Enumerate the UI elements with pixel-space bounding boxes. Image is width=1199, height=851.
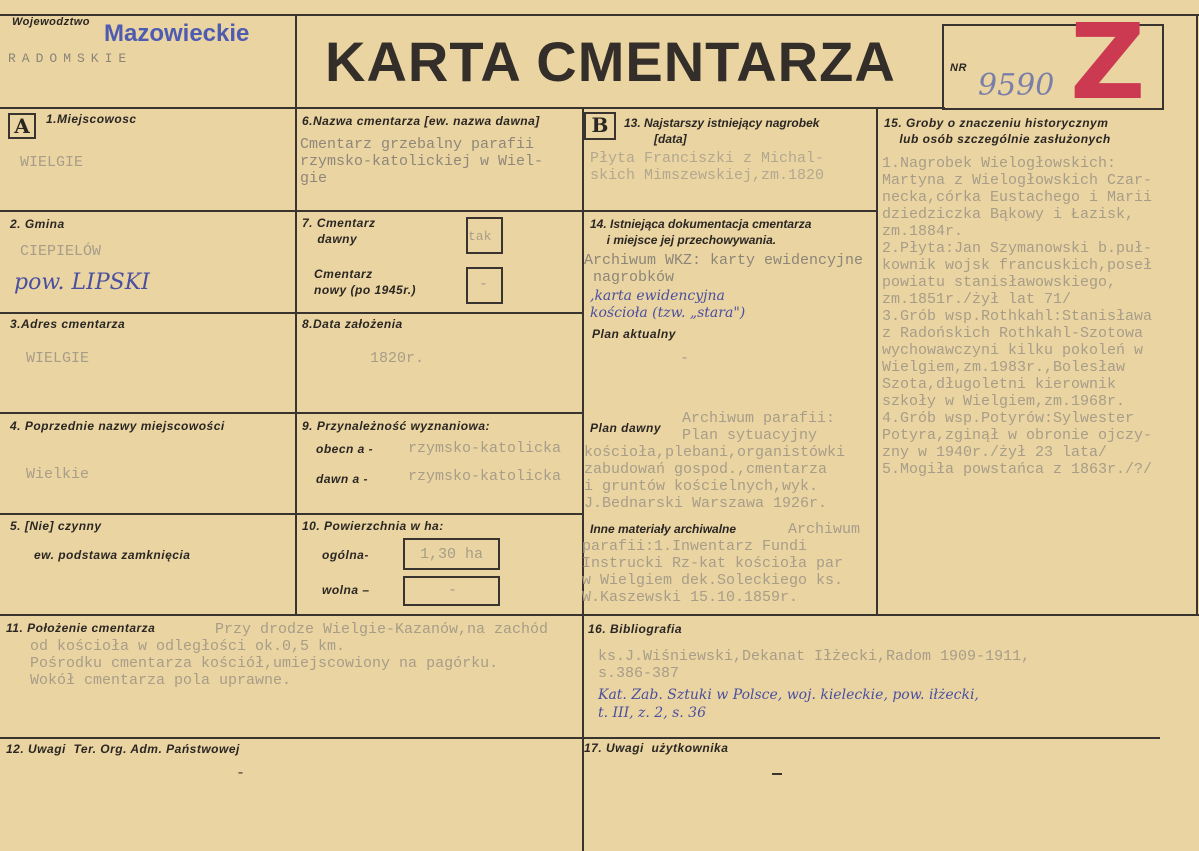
f11-label: 11. Położenie cmentarza — [6, 621, 156, 635]
f1-value: WIELGIE — [20, 154, 84, 171]
f6-label: 6.Nazwa cmentarza [ew. nazwa dawna] — [302, 114, 540, 128]
plan-current-label: Plan aktualny — [592, 327, 676, 341]
rule — [0, 513, 582, 515]
f16-value: ks.J.Wiśniewski,Dekanat Iłżecki,Radom 1909-1911, s.386-387 — [598, 648, 1031, 682]
rule — [0, 210, 582, 212]
rule — [0, 312, 582, 314]
plan-old-label: Plan dawny — [590, 421, 662, 435]
f4-label: 4. Poprzednie nazwy miejscowości — [10, 419, 225, 433]
f8-label: 8.Data założenia — [302, 317, 403, 331]
f16-label: 16. Bibliografia — [588, 622, 683, 636]
f4-value: Wielkie — [26, 466, 90, 483]
rule — [295, 14, 297, 614]
f7-new-value: - — [479, 276, 489, 293]
f15-label: 15. Groby o znaczeniu historycznym lub osób szczególnie zasłużonych — [884, 116, 1111, 146]
section-b-badge: B — [584, 112, 616, 140]
wojewodztwo-stamp: Mazowieckie — [104, 20, 250, 47]
f10-total-label: ogólna- — [322, 548, 369, 562]
plan-current-value: - — [680, 350, 690, 367]
f7-old-value: tak — [468, 229, 492, 244]
page-title: KARTA CMENTARZA — [325, 30, 896, 93]
f10-total-value: 1,30 ha — [420, 546, 484, 563]
rule — [0, 107, 945, 109]
f10-free-label: wolna – — [322, 583, 370, 597]
f10-label: 10. Powierzchnia w ha: — [302, 519, 444, 533]
f7-new-label: Cmentarz nowy (po 1945r.) — [314, 267, 417, 297]
f14-value: Archiwum WKZ: karty ewidencyjne nagrobków — [584, 252, 864, 286]
f6-value: Cmentarz grzebalny parafii rzymsko-katolickiej w Wiel- gie — [300, 136, 544, 187]
f14-handwritten: ,karta ewidencyjna kościoła (tzw. „stara") — [590, 288, 746, 321]
f3-value: WIELGIE — [26, 350, 90, 367]
f11-value: Przy drodze Wielgie-Kazanów,na zachód od kościoła w odległości ok.0,5 km. Pośrodku cmentarza kościół,umiejscowiony na pagórku. Wokół cmentarza pola uprawne. — [30, 621, 549, 689]
rule — [582, 210, 876, 212]
f8-value: 1820r. — [370, 350, 425, 367]
other-materials-label: Inne materiały archiwalne — [590, 522, 737, 536]
f1-label: 1.Miejscowosc — [46, 112, 137, 126]
plan-old-value: Archiwum parafii: Plan sytuacyjny kościoła,plebani,organistówki zabudowań gospod.,cmentarza i gruntów kościelnych,wyk. J.Bednarski Warszawa 1926r. — [584, 410, 846, 512]
rule — [0, 614, 1199, 616]
f12-label: 12. Uwagi Ter. Org. Adm. Państwowej — [6, 742, 240, 756]
f9-former-value: rzymsko-katolicka — [408, 468, 562, 485]
wojewodztwo-label: Wojewodztwo — [12, 16, 91, 28]
f9-current-value: rzymsko-katolicka — [408, 440, 562, 457]
section-a-badge: A — [8, 113, 36, 139]
rule — [1196, 14, 1198, 614]
f2-powiat: pow. LIPSKI — [14, 270, 150, 295]
f2-value: CIEPIELÓW — [20, 243, 102, 260]
rule — [0, 412, 582, 414]
f16-handwritten: Kat. Zab. Sztuki w Polsce, woj. kieleckie, pow. iłżecki, t. III, z. 2, s. 36 — [598, 687, 979, 721]
f9-label: 9. Przynależność wyznaniowa: — [302, 419, 491, 433]
dash-mark — [772, 773, 782, 775]
f14-label: 14. Istniejąca dokumentacja cmentarza i miejsce jej przechowywania. — [590, 217, 812, 247]
other-materials-block — [582, 521, 876, 606]
f12-value: - — [236, 765, 246, 782]
old-wojewodztwo: RADOMSKIE — [8, 51, 133, 66]
f13-label: 13. Najstarszy istniejący nagrobek [data] — [624, 116, 820, 146]
category-mark: Z — [1070, 1, 1146, 123]
other-materials-value: Archiwum parafii:1.Inwentarz Fundi Instrucki Rz-kat kościoła par w Wielgiem dek.Soleckiego ks. W.Kaszewski 15.10.1859r. — [582, 521, 861, 606]
f9-current-label: obecn a - — [316, 442, 374, 456]
f15-value: 1.Nagrobek Wielogłowskich: Martyna z Wielogłowskich Czar- necka,córka Eustachego i Marii dziedziczka Bąkowy i Łazisk, zm.1884r. 2.Płyta:Jan Szymanowski b.puł- kownik wojsk francuskich,poseł powiatu stanisławowskiego, zm.1851r./żył lat 71/ 3.Grób wsp.Rothkahl:Stanisława z Radońskich Rothkahl-Szotowa wychowawczyni kilku pokoleń w Wielgiem,zm.1983r.,Bolesław Szota,długoletni kierownik szkoły w Wielgiem,zm.1968r. 4.Grób wsp.Potyrów:Sylwester Potyra,zginął w obronie ojczy- zny w 1940r./żył 23 lata/ 5.Mogiła powstańca z 1863r./?/ — [882, 155, 1153, 478]
f5-label: 5. [Nie] czynny — [10, 519, 102, 533]
rule — [876, 107, 878, 614]
f17-label: 17. Uwagi użytkownika — [584, 741, 729, 755]
f5-sub: ew. podstawa zamknięcia — [34, 548, 191, 562]
f9-former-label: dawn a - — [316, 472, 369, 486]
border-top — [0, 14, 1199, 16]
rule — [0, 737, 1160, 739]
nr-label: NR — [950, 62, 967, 74]
plan-old-block — [584, 410, 876, 512]
f3-label: 3.Adres cmentarza — [10, 317, 126, 331]
f7-old-label: 7. Cmentarz dawny — [302, 216, 376, 246]
f13-value: Płyta Franciszki z Michal- skich Mimszewskiej,zm.1820 — [590, 150, 825, 184]
f10-free-value: - — [448, 582, 458, 599]
nr-value: 9590 — [978, 68, 1055, 103]
f2-label: 2. Gmina — [10, 217, 65, 231]
